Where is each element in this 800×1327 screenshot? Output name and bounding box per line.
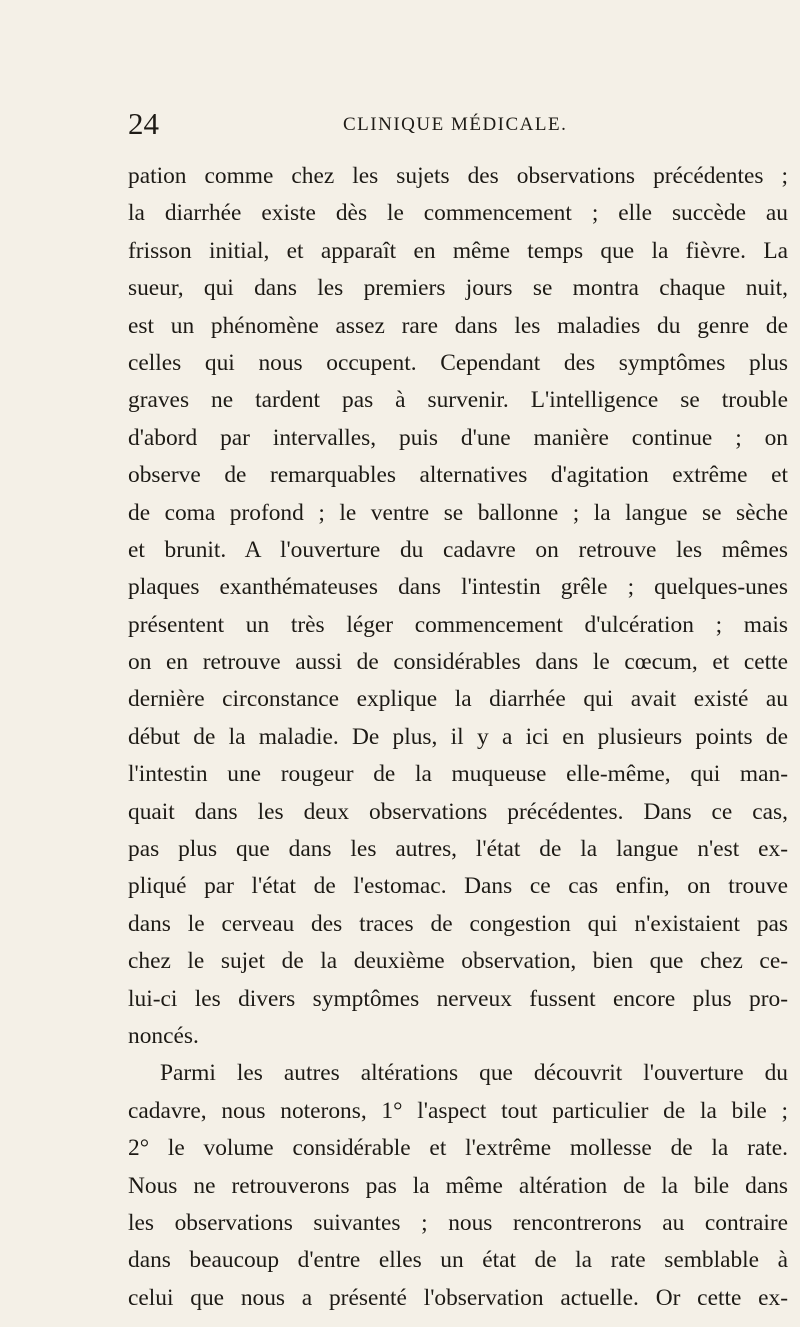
text-line: l'intestin une rougeur de la muqueuse elle-même, qui man- [128,761,788,788]
text-line: graves ne tardent pas à survenir. L'intelligence se trouble [128,387,788,414]
text-line: celles qui nous occupent. Cependant des symptômes plus [128,349,788,376]
text-line: plaques exanthémateuses dans l'intestin grêle ; quelques-unes [128,574,788,601]
text-line: celui que nous a présenté l'observation actuelle. Or cette ex- [128,1284,788,1311]
text-line: dans le cerveau des traces de congestion qui n'existaient pas [128,910,788,937]
text-line: noncés. [128,1022,199,1049]
paragraph-2 [128,1055,788,1317]
paragraph-1 [128,158,788,1055]
text-line: d'abord par intervalles, puis d'une manière continue ; on [128,424,788,451]
text-line: pation comme chez les sujets des observations précédentes ; [128,163,788,189]
text-line: lui-ci les divers symptômes nerveux fussent encore plus pro- [128,985,788,1012]
body-text [128,158,788,1317]
text-line: est un phénomène assez rare dans les maladies du genre de [128,312,788,339]
text-line: la diarrhée existe dès le commencement ; elle succède au [128,200,788,227]
page-header [128,104,788,144]
text-line: quait dans les deux observations précédentes. Dans ce cas, [128,798,788,825]
text-line: Nous ne retrouverons pas la même altération de la bile dans [128,1172,788,1199]
text-line: Parmi les autres altérations que découvrit l'ouverture du [160,1060,788,1087]
text-line: cadavre, nous noterons, 1° l'aspect tout particulier de la bile ; [128,1097,788,1124]
text-line: dernière circonstance explique la diarrhée qui avait existé au [128,686,788,713]
page-number: 24 [128,106,159,141]
text-line: pas plus que dans les autres, l'état de la langue n'est ex- [128,836,788,863]
text-line: 2° le volume considérable et l'extrême mollesse de la rate. [128,1135,788,1162]
text-line: sueur, qui dans les premiers jours se montra chaque nuit, [128,275,788,302]
text-line: les observations suivantes ; nous rencontrerons au contraire [128,1209,788,1236]
text-line: on en retrouve aussi de considérables dans le cœcum, et cette [128,649,788,676]
text-line: dans beaucoup d'entre elles un état de la rate semblable à [128,1247,788,1274]
text-line: frisson initial, et apparaît en même temps que la fièvre. La [128,237,788,264]
text-line: début de la maladie. De plus, il y a ici en plusieurs points de [128,723,788,750]
text-line: observe de remarquables alternatives d'agitation extrême et [128,462,788,489]
running-title: CLINIQUE MÉDICALE. [343,114,568,135]
text-line: pliqué par l'état de l'estomac. Dans ce cas enfin, on trouve [128,873,788,900]
text-line: chez le sujet de la deuxième observation, bien que chez ce- [128,948,788,975]
text-line: et brunit. A l'ouverture du cadavre on retrouve les mêmes [128,536,788,563]
text-line: de coma profond ; le ventre se ballonne ; la langue se sèche [128,499,788,526]
text-line: présentent un très léger commencement d'ulcération ; mais [128,611,788,638]
